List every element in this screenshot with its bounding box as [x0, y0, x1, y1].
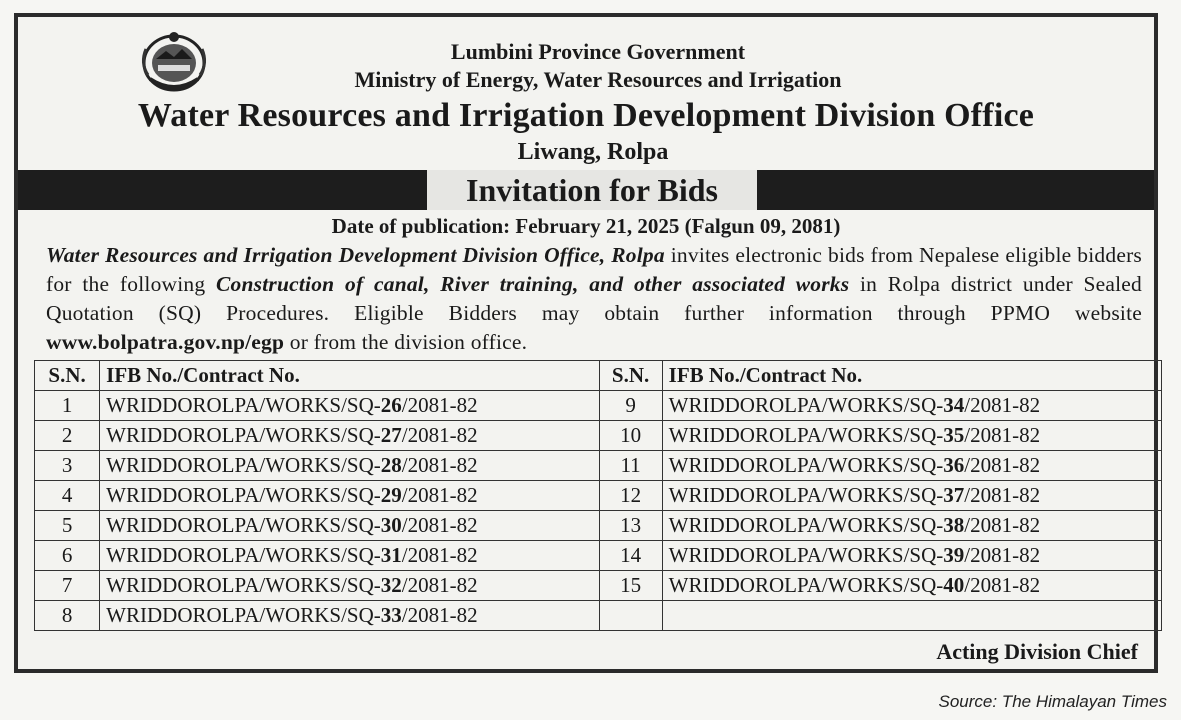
cell-sn: 15 — [599, 571, 662, 601]
intro-paragraph — [46, 241, 1142, 357]
intro-works: Construction of canal, River training, and other associated works — [216, 272, 850, 296]
publication-date: Date of publication: February 21, 2025 (Falgun 09, 2081) — [331, 214, 841, 238]
contract-prefix: WRIDDOROLPA/WORKS/SQ- — [106, 453, 381, 477]
header-ifb-left: IFB No./Contract No. — [100, 361, 599, 391]
contract-number: 35 — [943, 423, 965, 447]
notice-header — [18, 17, 1154, 167]
contract-prefix: WRIDDOROLPA/WORKS/SQ- — [668, 393, 944, 417]
contract-suffix: /2081-82 — [401, 393, 478, 417]
government-name: Lumbini Province Government — [450, 39, 746, 64]
contracts-table — [34, 360, 1162, 631]
cell-sn: 7 — [35, 571, 100, 601]
cell-contract-no — [100, 601, 599, 631]
contract-prefix: WRIDDOROLPA/WORKS/SQ- — [106, 513, 381, 537]
cell-sn — [599, 601, 662, 631]
contract-suffix: /2081-82 — [401, 453, 478, 477]
cell-contract-no — [100, 541, 599, 571]
intro-text-3: or from the division office. — [284, 330, 528, 354]
contract-number: 27 — [380, 423, 402, 447]
cell-contract-no — [662, 541, 1161, 571]
contract-suffix: /2081-82 — [401, 423, 478, 447]
contract-suffix: /2081-82 — [964, 423, 1041, 447]
contract-suffix: /2081-82 — [401, 483, 478, 507]
contract-prefix: WRIDDOROLPA/WORKS/SQ- — [106, 393, 381, 417]
contract-prefix: WRIDDOROLPA/WORKS/SQ- — [106, 423, 381, 447]
intro-office-name: Water Resources and Irrigation Development Division Office, Rolpa — [46, 243, 665, 267]
cell-contract-no — [100, 391, 599, 421]
contract-number: 37 — [943, 483, 965, 507]
notice-title: Invitation for Bids — [427, 170, 757, 210]
cell-sn: 6 — [35, 541, 100, 571]
header-ifb-right: IFB No./Contract No. — [662, 361, 1161, 391]
contract-prefix: WRIDDOROLPA/WORKS/SQ- — [668, 453, 944, 477]
cell-contract-no — [662, 601, 1161, 631]
cell-sn: 2 — [35, 421, 100, 451]
contract-prefix: WRIDDOROLPA/WORKS/SQ- — [106, 483, 381, 507]
table-row — [35, 571, 1162, 601]
contract-suffix: /2081-82 — [401, 573, 478, 597]
contract-prefix: WRIDDOROLPA/WORKS/SQ- — [106, 543, 381, 567]
cell-contract-no — [662, 451, 1161, 481]
contract-prefix: WRIDDOROLPA/WORKS/SQ- — [668, 573, 944, 597]
cell-sn: 10 — [599, 421, 662, 451]
cell-sn: 12 — [599, 481, 662, 511]
cell-sn: 5 — [35, 511, 100, 541]
contract-suffix: /2081-82 — [964, 573, 1041, 597]
cell-contract-no — [662, 571, 1161, 601]
contract-number: 33 — [380, 603, 402, 627]
source-credit: Source: The Himalayan Times — [938, 692, 1167, 711]
contract-suffix: /2081-82 — [401, 543, 478, 567]
contract-number: 29 — [380, 483, 402, 507]
cell-contract-no — [662, 511, 1161, 541]
ppmo-website-link[interactable]: www.bolpatra.gov.np/egp — [46, 330, 285, 354]
table-row — [35, 541, 1162, 571]
contract-suffix: /2081-82 — [964, 513, 1041, 537]
contract-suffix: /2081-82 — [401, 603, 478, 627]
table-header-row — [35, 361, 1162, 391]
cell-contract-no — [662, 391, 1161, 421]
contract-number: 34 — [943, 393, 965, 417]
contract-suffix: /2081-82 — [964, 543, 1041, 567]
header-sn-right: S.N. — [599, 361, 662, 391]
contract-number: 40 — [943, 573, 965, 597]
title-band — [18, 170, 1154, 210]
contract-prefix: WRIDDOROLPA/WORKS/SQ- — [668, 483, 944, 507]
cell-sn: 3 — [35, 451, 100, 481]
cell-contract-no — [100, 451, 599, 481]
cell-contract-no — [100, 481, 599, 511]
table-row — [35, 451, 1162, 481]
contract-number: 39 — [943, 543, 965, 567]
contract-prefix: WRIDDOROLPA/WORKS/SQ- — [668, 513, 944, 537]
ministry-name: Ministry of Energy, Water Resources and Irrigation — [354, 67, 842, 92]
contract-number: 32 — [380, 573, 402, 597]
contract-prefix: WRIDDOROLPA/WORKS/SQ- — [106, 603, 381, 627]
contract-number: 38 — [943, 513, 965, 537]
header-sn-left: S.N. — [35, 361, 100, 391]
office-name: Water Resources and Irrigation Development Division Office — [137, 97, 1035, 134]
cell-sn: 8 — [35, 601, 100, 631]
cell-sn: 4 — [35, 481, 100, 511]
cell-sn: 1 — [35, 391, 100, 421]
contract-number: 31 — [380, 543, 402, 567]
table-row — [35, 391, 1162, 421]
table-row — [35, 481, 1162, 511]
contract-number: 36 — [943, 453, 965, 477]
contract-prefix: WRIDDOROLPA/WORKS/SQ- — [668, 543, 944, 567]
contract-prefix: WRIDDOROLPA/WORKS/SQ- — [668, 423, 944, 447]
table-row — [35, 511, 1162, 541]
cell-contract-no — [662, 481, 1161, 511]
contract-suffix: /2081-82 — [964, 453, 1041, 477]
contract-prefix: WRIDDOROLPA/WORKS/SQ- — [106, 573, 381, 597]
cell-contract-no — [662, 421, 1161, 451]
cell-sn: 11 — [599, 451, 662, 481]
table-row — [35, 421, 1162, 451]
bid-notice — [14, 13, 1158, 673]
contract-suffix: /2081-82 — [401, 513, 478, 537]
cell-contract-no — [100, 571, 599, 601]
signatory-title: Acting Division Chief — [936, 639, 1138, 664]
contract-number: 28 — [380, 453, 402, 477]
cell-sn: 13 — [599, 511, 662, 541]
contract-suffix: /2081-82 — [964, 393, 1041, 417]
cell-contract-no — [100, 511, 599, 541]
cell-sn: 14 — [599, 541, 662, 571]
office-location: Liwang, Rolpa — [517, 139, 669, 165]
contract-suffix: /2081-82 — [964, 483, 1041, 507]
cell-contract-no — [100, 421, 599, 451]
intro-text-2: in Rolpa district under Sealed Quotation (SQ) Procedures. Eligible Bidders may obtain further information through PPMO website — [46, 272, 1142, 325]
table-row — [35, 601, 1162, 631]
contract-number: 30 — [380, 513, 402, 537]
cell-sn: 9 — [599, 391, 662, 421]
intro-text-1: invites electronic bids from Nepalese eligible bidders for the following — [46, 243, 1142, 296]
contract-number: 26 — [380, 393, 402, 417]
